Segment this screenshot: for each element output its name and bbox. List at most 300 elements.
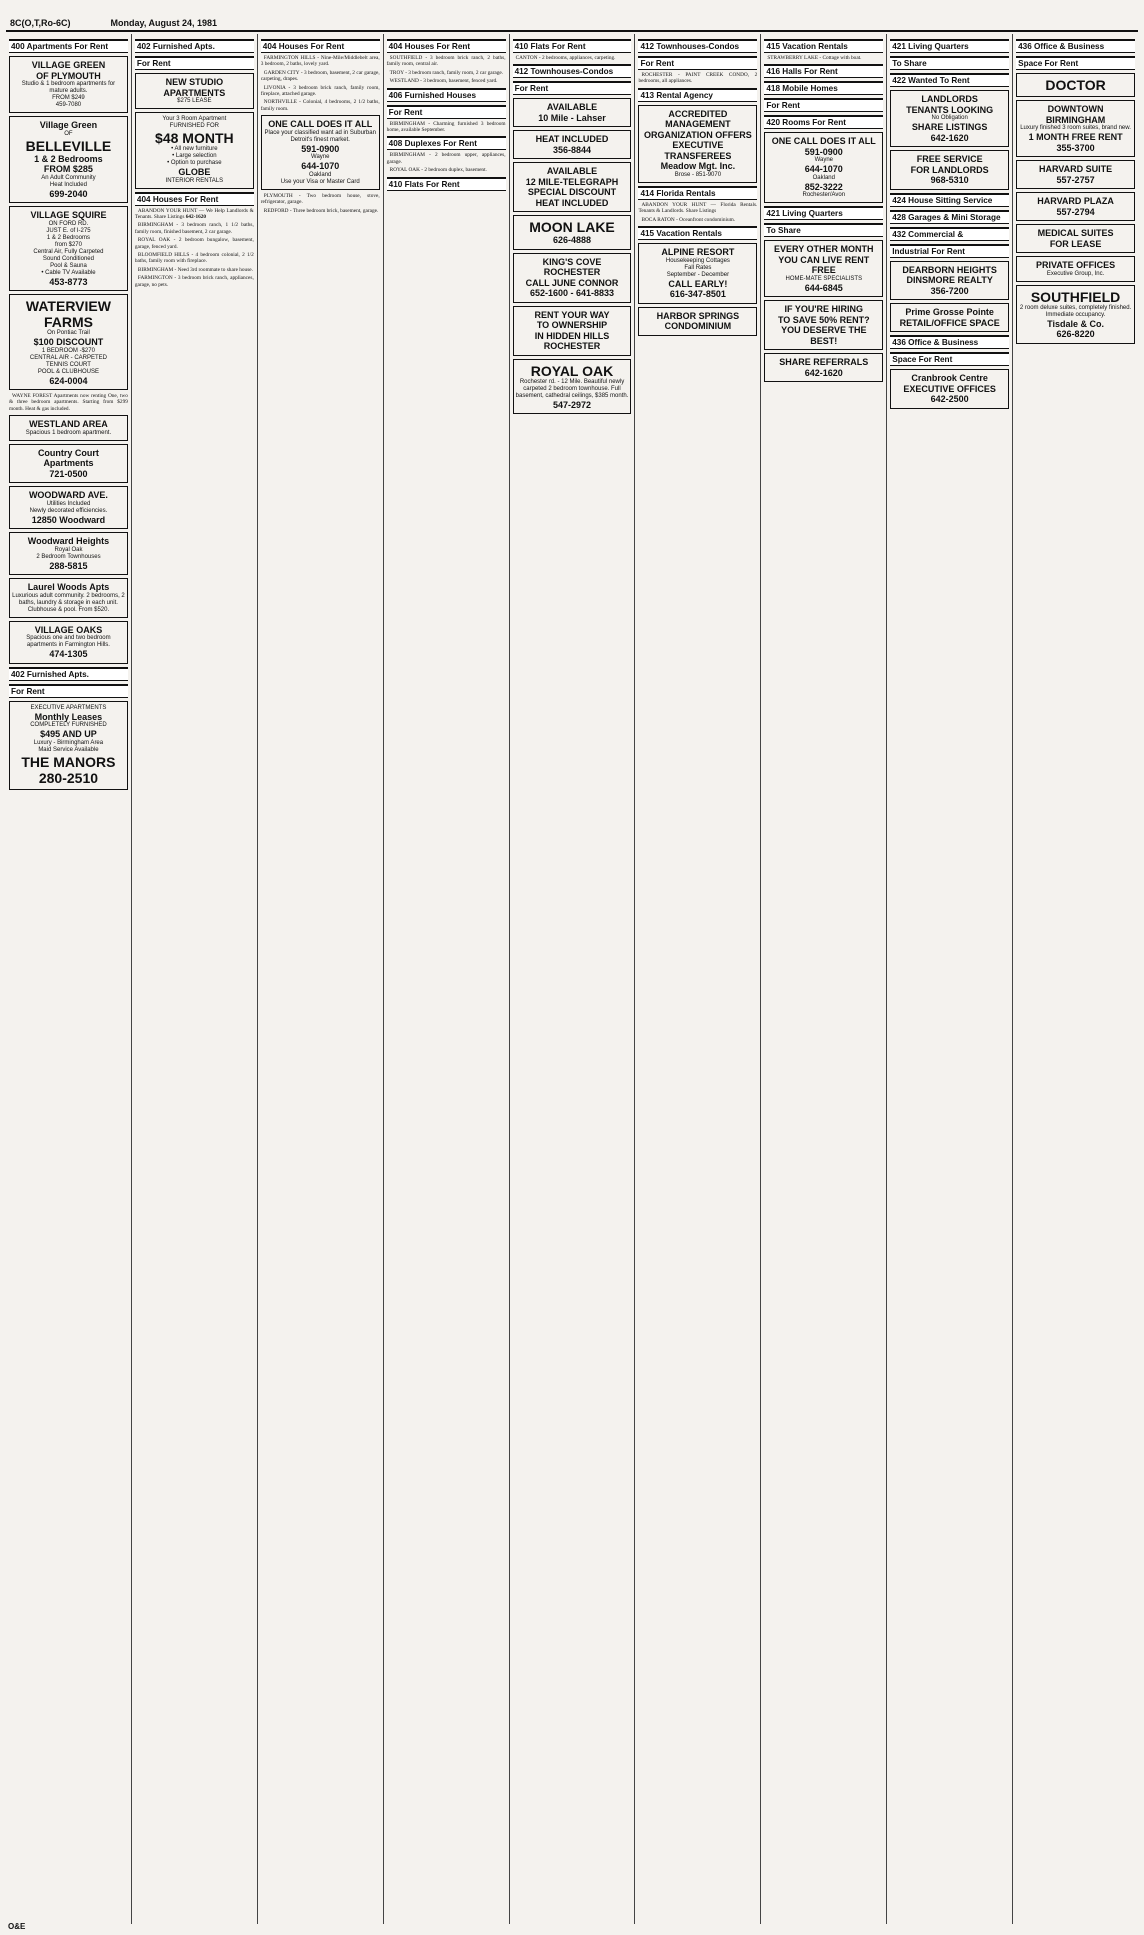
- classified-ad: [387, 121, 506, 134]
- ad-text: CANTON - 2 bedrooms, appliances, carpeting.: [515, 55, 616, 61]
- ad-text: FARMINGTON HILLS - Nine-Mile/Middlebelt area, 3 bedroom, 2 baths, lovely yard.: [260, 55, 380, 68]
- display-ad-line: Royal Oak: [54, 546, 83, 553]
- display-ad-line: BELLEVILLE: [25, 137, 112, 154]
- category-header: 436 Office & Business: [890, 335, 1009, 349]
- category-header: 422 Wanted To Rent: [890, 73, 1009, 87]
- display-ad: [135, 112, 254, 189]
- display-ad-line: Cranbrook Centre: [911, 373, 988, 383]
- display-ad-line: 288-5815: [49, 560, 88, 571]
- display-ad-line: Laurel Woods Apts: [27, 582, 110, 593]
- display-ad: [890, 150, 1009, 190]
- ad-text: LIVONIA - 3 bedroom brick ranch, family room, fireplace, attached garage.: [260, 84, 380, 98]
- display-ad-line: Spacious one and two bedroom apartments in Farmington Hills.: [26, 635, 111, 649]
- display-ad-line: APARTMENTS: [163, 87, 226, 98]
- display-ad-line: OF PLYMOUTH: [36, 70, 101, 81]
- display-ad-line: EVERY OTHER MONTH: [774, 244, 874, 255]
- category-header: For Rent: [387, 105, 506, 119]
- classified-ad: [261, 99, 380, 112]
- display-ad-line: THE MANORS: [21, 753, 116, 770]
- display-ad-line: Utilities Included: [46, 500, 91, 507]
- display-ad-line: FOR LEASE: [1049, 238, 1102, 249]
- category-header: 416 Halls For Rent: [764, 64, 883, 78]
- column-2: [132, 34, 258, 1924]
- display-ad: [638, 105, 757, 183]
- category-header: 406 Furnished Houses: [387, 88, 506, 102]
- display-ad-line: BIRMINGHAM: [1045, 114, 1106, 125]
- display-ad-line: TENNIS COURT: [45, 361, 91, 368]
- display-ad-line: HARVARD PLAZA: [1037, 196, 1114, 206]
- display-ad: [9, 415, 128, 441]
- display-ad-line: Maid Service Available: [38, 746, 99, 753]
- display-ad-line: ONE CALL DOES IT ALL: [771, 136, 876, 147]
- classified-ad: [135, 275, 254, 288]
- display-ad: [890, 261, 1009, 301]
- display-ad-line: RENT YOUR WAY: [534, 309, 610, 320]
- classified-ad: [261, 55, 380, 68]
- display-ad-line: HARBOR SPRINGS: [656, 310, 740, 321]
- ad-text: STRAWBERRY LAKE - Cottage with boat.: [767, 55, 862, 61]
- classified-ad: [135, 267, 254, 273]
- display-ad-line: Fall Rates: [684, 264, 712, 271]
- display-ad-line: ROCHESTER: [543, 341, 601, 352]
- category-header: 436 Office & Business: [1016, 39, 1135, 53]
- display-ad-line: VILLAGE OAKS: [34, 624, 103, 635]
- display-ad-line: HEAT INCLUDED: [535, 197, 609, 208]
- classified-ad: [261, 193, 380, 206]
- display-ad-line: 12 MILE-TELEGRAPH: [525, 176, 619, 187]
- ad-text: BIRMINGHAM - 2 bedroom upper, appliances, garage.: [386, 152, 506, 165]
- display-ad-line: 626-4888: [552, 235, 592, 246]
- display-ad: [513, 162, 632, 212]
- display-ad-line: Apartments: [43, 458, 94, 469]
- category-header: For Rent: [9, 684, 128, 698]
- display-ad-line: MANAGEMENT: [665, 119, 731, 130]
- category-header: 414 Florida Rentals: [638, 186, 757, 200]
- classified-columns: [6, 34, 1138, 1924]
- display-ad: [1016, 73, 1135, 97]
- display-ad-line: INTERIOR RENTALS: [165, 177, 224, 184]
- display-ad-line: 10 Mile - Lahser: [538, 112, 606, 123]
- classified-ad: [387, 78, 506, 84]
- display-ad: [764, 353, 883, 382]
- display-ad: [135, 73, 254, 109]
- category-header: Space For Rent: [890, 352, 1009, 366]
- display-ad-line: EXECUTIVE TRANSFEREES: [664, 140, 732, 161]
- display-ad-line: 547-2972: [552, 399, 592, 410]
- category-header: 432 Commercial &: [890, 227, 1009, 241]
- display-ad-line: WOODWARD AVE.: [28, 490, 108, 501]
- category-header: For Rent: [513, 81, 632, 95]
- display-ad-line: Executive Group, Inc.: [1046, 270, 1105, 277]
- display-ad-line: 852-3222: [804, 181, 843, 192]
- display-ad-line: • Cable TV Available: [41, 269, 96, 276]
- category-header: 420 Rooms For Rent: [764, 115, 883, 129]
- display-ad-line: from $270: [54, 241, 82, 248]
- display-ad-line: COMPLETELY FURNISHED: [30, 722, 107, 729]
- display-ad-line: CALL EARLY!: [668, 278, 728, 289]
- display-ad-line: An Adult Community: [41, 174, 96, 181]
- display-ad-line: 591-0900: [804, 146, 843, 157]
- display-ad-line: HARVARD SUITE: [1038, 164, 1113, 174]
- column-7: [761, 34, 887, 1924]
- category-header: 412 Townhouses-Condos: [513, 64, 632, 78]
- ad-text: SOUTHFIELD - 3 bedroom brick ranch, 2 baths, family room, central air.: [386, 55, 506, 68]
- display-ad: [513, 98, 632, 127]
- display-ad: [638, 243, 757, 304]
- display-ad-line: AVAILABLE: [546, 166, 598, 177]
- category-header: 424 House Sitting Service: [890, 193, 1009, 207]
- classified-ad: [261, 70, 380, 83]
- display-ad-line: 652-1600 - 641-8833: [529, 288, 615, 299]
- display-ad-line: September - December: [666, 271, 730, 278]
- column-6: [635, 34, 761, 1924]
- display-ad-line: 626-8220: [1056, 329, 1095, 339]
- ad-text: ROYAL OAK - 2 bedroom bungalow, basement, garage, fenced yard.: [134, 237, 254, 250]
- classified-ad: [135, 208, 254, 221]
- column-3: [258, 34, 384, 1924]
- column-4: [384, 34, 510, 1924]
- display-ad-line: NEW STUDIO: [165, 77, 224, 87]
- display-ad-line: Use your Visa or Master Card: [280, 178, 360, 185]
- display-ad-line: Spacious 1 bedroom apartment.: [25, 429, 112, 436]
- display-ad-line: 642-1620: [804, 367, 843, 378]
- display-ad-line: IN HIDDEN HILLS: [534, 330, 610, 341]
- classified-ad: [764, 55, 883, 61]
- display-ad-line: 356-8844: [552, 144, 592, 155]
- category-header: 404 Houses For Rent: [261, 39, 380, 53]
- display-ad: [513, 306, 632, 356]
- display-ad-line: 642-1620: [930, 132, 969, 143]
- classified-ad: [387, 152, 506, 165]
- display-ad-line: FROM $249: [52, 95, 85, 101]
- display-ad-line: 699-2040: [49, 188, 88, 199]
- display-ad: [764, 240, 883, 297]
- display-ad-line: TENANTS LOOKING: [906, 104, 994, 115]
- display-ad-line: Housekeeping Cottages: [665, 257, 730, 264]
- display-ad: [513, 253, 632, 303]
- display-ad-line: SHARE LISTINGS: [911, 122, 988, 132]
- display-ad-line: 453-8773: [49, 276, 88, 287]
- display-ad: [261, 115, 380, 190]
- display-ad-line: 459-7080: [55, 102, 82, 108]
- display-ad-line: GLOBE: [178, 167, 211, 177]
- display-ad-line: POOL & CLUBHOUSE: [37, 368, 100, 375]
- display-ad-line: LANDLORDS: [921, 94, 978, 104]
- display-ad-line: Monthly Leases: [34, 711, 103, 722]
- display-ad-line: WESTLAND AREA: [29, 419, 108, 430]
- display-ad-line: 616-347-8501: [669, 289, 726, 300]
- display-ad-line: • Option to purchase: [167, 160, 222, 166]
- classified-ad: [261, 85, 380, 98]
- display-ad-line: IF YOU'RE HIRING: [784, 304, 864, 315]
- display-ad-line: 968-5310: [930, 175, 969, 185]
- ad-phone: 642-1620: [185, 213, 207, 220]
- display-ad-line: RETAIL/OFFICE SPACE: [899, 317, 1000, 328]
- display-ad-line: ALPINE RESORT: [661, 247, 735, 258]
- display-ad-line: FURNISHED FOR: [169, 123, 219, 129]
- display-ad-line: 2 room deluxe suites, completely finished. Immediate occupancy.: [1019, 304, 1132, 318]
- display-ad-line: ROCHESTER: [543, 267, 601, 278]
- display-ad-line: FARMS: [43, 314, 93, 330]
- display-ad-line: YOU CAN LIVE RENT FREE: [778, 254, 870, 276]
- display-ad-line: FOR LANDLORDS: [910, 164, 989, 175]
- classified-ad: [638, 217, 757, 223]
- display-ad-line: EXECUTIVE APARTMENTS: [30, 704, 107, 711]
- display-ad-line: Woodward Heights: [27, 536, 110, 547]
- display-ad: [9, 486, 128, 529]
- display-ad: [1016, 192, 1135, 221]
- category-header: 415 Vacation Rentals: [764, 39, 883, 53]
- display-ad-line: 721-0500: [49, 468, 88, 479]
- display-ad: [1016, 100, 1135, 157]
- display-ad-line: FREE SERVICE: [916, 154, 983, 164]
- category-header: 413 Rental Agency: [638, 88, 757, 102]
- display-ad-line: Wayne: [311, 154, 330, 161]
- display-ad: [890, 303, 1009, 332]
- display-ad-line: JUST E. of I-275: [46, 227, 91, 234]
- display-ad-line: Central Air, Fully Carpeted: [33, 248, 104, 255]
- display-ad-line: 1 & 2 Bedrooms: [34, 153, 103, 164]
- ad-text: BLOOMFIELD HILLS - 4 bedroom colonial, 2 1/2 baths, family room with fireplace.: [134, 251, 254, 265]
- display-ad-line: $100 DISCOUNT: [33, 337, 104, 347]
- display-ad-line: • All new furniture: [171, 146, 218, 152]
- display-ad-line: Pool & Sauna: [50, 262, 87, 269]
- ad-text: WESTLAND - 3 bedroom, basement, fenced yard.: [389, 78, 498, 85]
- ad-text: WAYNE FOREST Apartments now renting One, two & three bedroom apartments. Starting from $299 month. Heat & gas included.: [9, 393, 128, 412]
- display-ad-line: Village Green: [39, 120, 98, 130]
- category-header: 408 Duplexes For Rent: [387, 136, 506, 150]
- category-header: 421 Living Quarters: [890, 39, 1009, 53]
- display-ad: [890, 90, 1009, 147]
- display-ad-line: 356-7200: [930, 285, 969, 296]
- display-ad-line: MEDICAL SUITES: [1037, 228, 1114, 238]
- display-ad-line: DOWNTOWN: [1047, 104, 1104, 114]
- display-ad: [9, 444, 128, 484]
- display-ad-line: OF: [64, 130, 73, 137]
- category-header: 412 Townhouses-Condos: [638, 39, 757, 53]
- display-ad-line: Tisdale & Co.: [1047, 318, 1104, 329]
- display-ad: [9, 621, 128, 664]
- display-ad-line: 355-3700: [1056, 142, 1095, 153]
- ad-text: BOCA RATON - Oceanfront condominium.: [641, 216, 736, 223]
- column-9: [1013, 34, 1138, 1924]
- category-header: 415 Vacation Rentals: [638, 226, 757, 240]
- issue-date: Monday, August 24, 1981: [110, 18, 218, 28]
- column-8: [887, 34, 1013, 1924]
- display-ad-line: 642-2500: [930, 394, 969, 404]
- display-ad-line: On Pontiac Trail: [47, 330, 90, 336]
- display-ad: [764, 300, 883, 350]
- display-ad-line: Luxury finished 3 room suites, brand new.: [1020, 125, 1131, 131]
- classified-ad: [513, 55, 632, 61]
- display-ad-line: WATERVIEW: [25, 298, 111, 314]
- display-ad-line: CONDOMINIUM: [664, 321, 732, 332]
- category-header: 402 Furnished Apts.: [9, 667, 128, 681]
- category-header: To Share: [890, 56, 1009, 70]
- display-ad-line: YOU DESERVE THE BEST!: [781, 325, 867, 346]
- display-ad-line: DOCTOR: [1045, 77, 1106, 93]
- classified-ad: [135, 222, 254, 235]
- display-ad-line: Meadow Mgt. Inc.: [660, 161, 736, 172]
- display-ad: [638, 307, 757, 336]
- display-ad-line: KING'S COVE: [542, 256, 602, 267]
- page-number: 8C(O,T,Ro-6C): [10, 18, 71, 28]
- display-ad-line: SOUTHFIELD: [1030, 288, 1121, 305]
- classified-ad: [261, 208, 380, 214]
- display-ad-line: MOON LAKE: [529, 219, 615, 236]
- classified-ad: [387, 167, 506, 173]
- category-header: 421 Living Quarters: [764, 206, 883, 220]
- display-ad-line: VILLAGE GREEN: [31, 60, 106, 70]
- display-ad-line: Oakland: [812, 174, 835, 181]
- display-ad: [9, 116, 128, 203]
- display-ad-line: Prime Grosse Pointe: [905, 307, 994, 317]
- display-ad-line: $48 MONTH: [155, 130, 234, 146]
- display-ad-line: Luxury - Birmingham Area: [33, 739, 104, 746]
- classified-ad: [638, 72, 757, 85]
- display-ad-line: $275 LEASE: [177, 98, 212, 104]
- display-ad-line: HOME-MATE SPECIALISTS: [785, 275, 863, 282]
- display-ad: [9, 701, 128, 790]
- display-ad-line: Rochester rd. - 12 Mile. Beautiful newly carpeted 2 bedroom townhouse. Full basement, cathedral ceilings, $385 month.: [515, 378, 629, 399]
- classified-ad: [387, 70, 506, 76]
- display-ad-line: Wayne: [814, 157, 834, 164]
- display-ad-line: VILLAGE SQUIRE: [30, 210, 107, 220]
- display-ad-line: Brose - 851-9070: [674, 171, 722, 178]
- display-ad: [513, 130, 632, 159]
- display-ad-line: ROYAL OAK: [530, 362, 614, 379]
- category-header: To Share: [764, 223, 883, 237]
- display-ad-line: TO SAVE 50% RENT?: [777, 314, 870, 325]
- display-ad: [1016, 224, 1135, 253]
- category-header: 404 Houses For Rent: [135, 192, 254, 206]
- category-header: 428 Garages & Mini Storage: [890, 210, 1009, 224]
- display-ad-line: 1 & 2 Bedrooms: [46, 234, 90, 241]
- display-ad-line: AVAILABLE: [546, 102, 598, 113]
- display-ad-line: Rochester/Avon: [802, 192, 846, 199]
- category-header: 400 Apartments For Rent: [9, 39, 128, 53]
- category-header: 402 Furnished Apts.: [135, 39, 254, 53]
- ad-text: PLYMOUTH - Two bedroom house, stove, refrigerator, garage.: [260, 192, 380, 206]
- ad-text: BIRMINGHAM - Need 3rd roommate to share house.: [137, 266, 253, 273]
- display-ad: [764, 132, 883, 203]
- display-ad-line: 644-1070: [301, 161, 340, 172]
- display-ad-line: Studio & 1 bedroom apartments for mature adults.: [21, 81, 116, 94]
- classified-ad: [135, 252, 254, 265]
- display-ad-line: TO OWNERSHIP: [536, 320, 608, 331]
- ad-text: BIRMINGHAM - Charming furnished 3 bedroom home, available September.: [386, 120, 506, 134]
- display-ad-line: DINSMORE REALTY: [906, 275, 993, 285]
- display-ad-line: Newly decorated efficiencies.: [29, 507, 108, 514]
- display-ad-line: 644-1070: [804, 164, 843, 175]
- display-ad-line: FROM $285: [43, 164, 93, 174]
- category-header: For Rent: [135, 56, 254, 70]
- display-ad-line: Sound Conditioned: [42, 255, 94, 262]
- ad-text: ABANDON YOUR HUNT — We Help Landlords & Tenants. Share Listings: [134, 207, 254, 220]
- display-ad-line: ACCREDITED: [668, 108, 728, 119]
- footer-mark: O&E: [8, 1922, 26, 1931]
- display-ad-line: 1 BEDROOM -$270: [41, 347, 95, 354]
- ad-text: FARMINGTON - 3 bedroom brick ranch, appliances, garage, no pets.: [134, 275, 254, 288]
- display-ad-line: Your 3 Room Apartment: [162, 116, 227, 122]
- display-ad-line: 644-6845: [804, 282, 843, 293]
- ad-text: ABANDON YOUR HUNT — Florida Rentals. Tenants & Landlords. Share Listings: [638, 201, 758, 215]
- category-header: 410 Flats For Rent: [513, 39, 632, 53]
- ad-text: GARDEN CITY - 3 bedroom, basement, 2 car garage, carpeting, drapes.: [260, 69, 380, 83]
- display-ad: [890, 369, 1009, 409]
- display-ad-line: • Large selection: [172, 153, 217, 159]
- ad-text: BIRMINGHAM - 3 bedroom ranch, 1 1/2 baths, family room, finished basement, 2 car garage.: [134, 222, 254, 235]
- display-ad: [513, 215, 632, 250]
- display-ad-line: SPECIAL DISCOUNT: [527, 187, 617, 198]
- display-ad: [1016, 160, 1135, 189]
- category-header: 404 Houses For Rent: [387, 39, 506, 53]
- display-ad-line: 474-1305: [49, 649, 88, 660]
- display-ad: [9, 294, 128, 390]
- ad-text: REDFORD - Three bedroom brick, basement, garage.: [263, 207, 379, 214]
- classified-ad: [638, 202, 757, 215]
- display-ad-line: 557-2757: [1056, 174, 1095, 185]
- display-ad-line: 280-2510: [38, 769, 99, 786]
- display-ad-line: HEAT INCLUDED: [535, 134, 609, 145]
- display-ad-line: ONE CALL DOES IT ALL: [268, 119, 373, 130]
- display-ad: [513, 359, 632, 415]
- ad-text: NORTHVILLE - Colonial, 4 bedrooms, 2 1/2 baths, family room.: [260, 99, 380, 112]
- display-ad-line: Luxurious adult community. 2 bedrooms, 2 baths, laundry & storage in each unit. Clubhouse & pool. From $520.: [12, 592, 125, 613]
- display-ad: [1016, 256, 1135, 282]
- display-ad-line: DEARBORN HEIGHTS: [902, 264, 997, 275]
- display-ad-line: $495 AND UP: [40, 729, 97, 740]
- display-ad-line: Oakland: [309, 171, 332, 178]
- display-ad-line: Place your classified want ad in Suburban Detroit's finest market.: [264, 129, 376, 143]
- display-ad: [9, 532, 128, 575]
- display-ad: [1016, 285, 1135, 344]
- ad-text: ROYAL OAK - 2 bedroom duplex, basement.: [389, 167, 487, 174]
- display-ad: [9, 578, 128, 618]
- display-ad-line: 557-2794: [1056, 206, 1095, 217]
- display-ad-line: 591-0900: [301, 143, 340, 154]
- column-5: [510, 34, 636, 1924]
- display-ad-line: 2 Bedroom Townhouses: [36, 553, 101, 560]
- ad-text: ROCHESTER - PAINT CREEK CONDO, 2 bedrooms, all appliances.: [638, 72, 758, 85]
- category-header: For Rent: [764, 98, 883, 112]
- classified-ad: [9, 393, 128, 412]
- masthead: [6, 6, 1138, 32]
- ad-text: TROY - 3 bedroom ranch, family room, 2 car garage.: [389, 69, 504, 76]
- display-ad-line: EXECUTIVE OFFICES: [903, 383, 996, 394]
- category-header: Space For Rent: [1016, 56, 1135, 70]
- display-ad-line: No Obligation: [931, 115, 968, 121]
- display-ad-line: CALL JUNE CONNOR: [525, 277, 619, 288]
- category-header: 410 Flats For Rent: [387, 177, 506, 191]
- category-header: 418 Mobile Homes: [764, 81, 883, 95]
- classified-ad: [387, 55, 506, 68]
- classified-ad: [135, 237, 254, 250]
- display-ad: [9, 56, 128, 113]
- display-ad: [9, 206, 128, 291]
- display-ad-line: Heat Included: [49, 181, 87, 188]
- display-ad-line: SHARE REFERRALS: [779, 357, 869, 368]
- display-ad-line: ON FORD RD.: [48, 220, 89, 227]
- display-ad-line: 624-0004: [49, 375, 88, 386]
- display-ad-line: 1 MONTH FREE RENT: [1028, 132, 1123, 142]
- category-header: For Rent: [638, 56, 757, 70]
- display-ad-line: ORGANIZATION OFFERS: [643, 129, 752, 140]
- display-ad-line: Country Court: [37, 447, 99, 458]
- category-header: Industrial For Rent: [890, 244, 1009, 258]
- display-ad-line: 12850 Woodward: [31, 514, 106, 525]
- display-ad-line: PRIVATE OFFICES: [1035, 260, 1116, 270]
